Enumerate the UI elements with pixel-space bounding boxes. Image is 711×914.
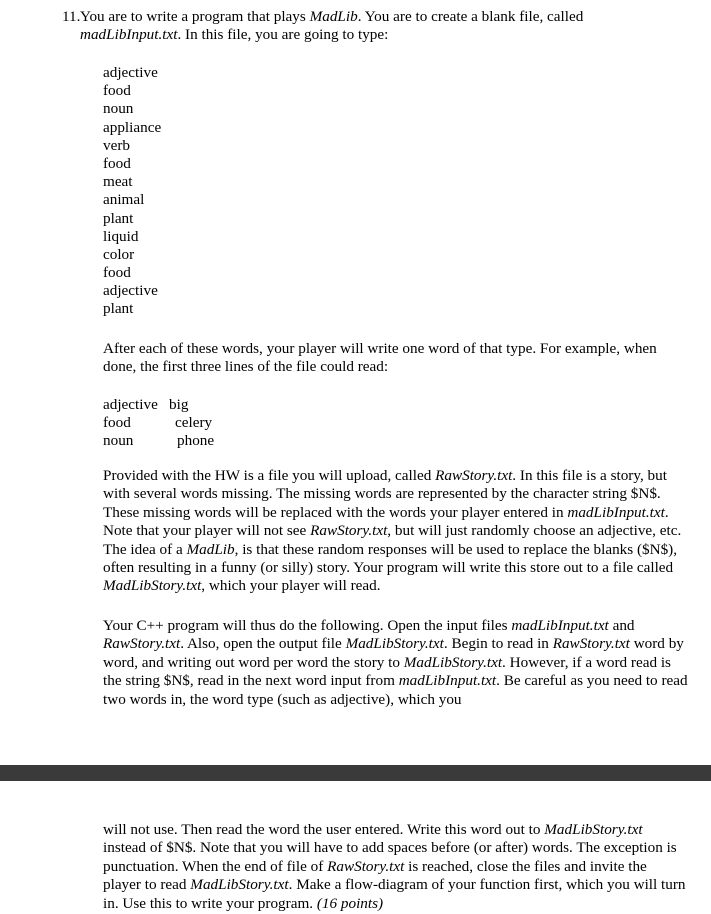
problem-number: 11. — [62, 8, 81, 25]
word-type-item: animal — [103, 191, 145, 209]
word-type-item: liquid — [103, 227, 139, 245]
word-type-item: adjective — [103, 64, 158, 81]
word-type-item: appliance — [103, 118, 162, 136]
after-paragraph: After each of these words, your player will write one word of that type. For example, when done, the first three lines of the file could read: — [103, 340, 657, 376]
word-type-item: adjective — [103, 282, 158, 300]
word-type-list — [103, 64, 161, 319]
word-type-item: verb — [103, 136, 130, 154]
points-label: (16 points) — [316, 894, 384, 912]
word-type-item: food — [103, 82, 131, 100]
problem-intro: 11. You are to write a program that plays MadLib. You are to create a blank file, called madLibInput.txt. In this file, you are going to type: — [62, 8, 584, 44]
word-type-item: food — [103, 264, 131, 282]
example-lines — [103, 396, 214, 451]
example-type: adjective — [103, 396, 158, 413]
word-type-item: plant — [103, 300, 134, 318]
example-line — [103, 432, 214, 450]
example-word: celery — [175, 414, 213, 432]
continuation-paragraph: will not use. Then read the word the user entered. Write this word out to MadLibStory.txt instead of $N$. Note that you will have to add spaces before (or after) words. The exception is punctuation. When the end of file of RawStory.txt is reached, close the files and invite the player to read MadLibStory.txt. Make a flow-diagram of your function first, which you will turn in. Use this to write your program. (16 points) — [103, 821, 686, 912]
example-word: big — [169, 396, 189, 413]
word-type-item: color — [103, 245, 135, 263]
example-type: food — [103, 414, 131, 432]
document-page-2 — [0, 781, 711, 914]
example-line — [103, 396, 214, 414]
example-type: noun — [103, 432, 134, 450]
word-type-item: noun — [103, 100, 134, 118]
example-line — [103, 414, 214, 432]
provided-paragraph: Provided with the HW is a file you will upload, called RawStory.txt. In this file is a story, but with several words missing. The missing words are represented by the character string $N$. These missing words will be replaced with the words your player entered in madLibInput.txt. Note that your player will not see RawStory.txt, but will just randomly choose an adjective, etc. The idea of a MadLib, is that these random responses will be used to replace the blanks ($N$), often resulting in a funny (or silly) story. Your program will write this store out to a file called MadLibStory.txt, which your player will read. — [103, 467, 682, 595]
page-separator — [0, 765, 711, 781]
program-paragraph: Your C++ program will thus do the following. Open the input files madLibInput.txt and RawStory.txt. Also, open the output file MadLibStory.txt. Begin to read in RawStory.txt word by word, and writing out word per word the story to MadLibStory.txt. However, if a word read is the string $N$, read in the next word input from madLibInput.txt. Be careful as you need to read two words in, the word type (such as adjective), which you — [103, 617, 688, 708]
example-word: phone — [177, 432, 215, 450]
word-type-item: food — [103, 154, 131, 172]
word-type-item: plant — [103, 209, 134, 227]
word-type-item: meat — [103, 173, 133, 191]
